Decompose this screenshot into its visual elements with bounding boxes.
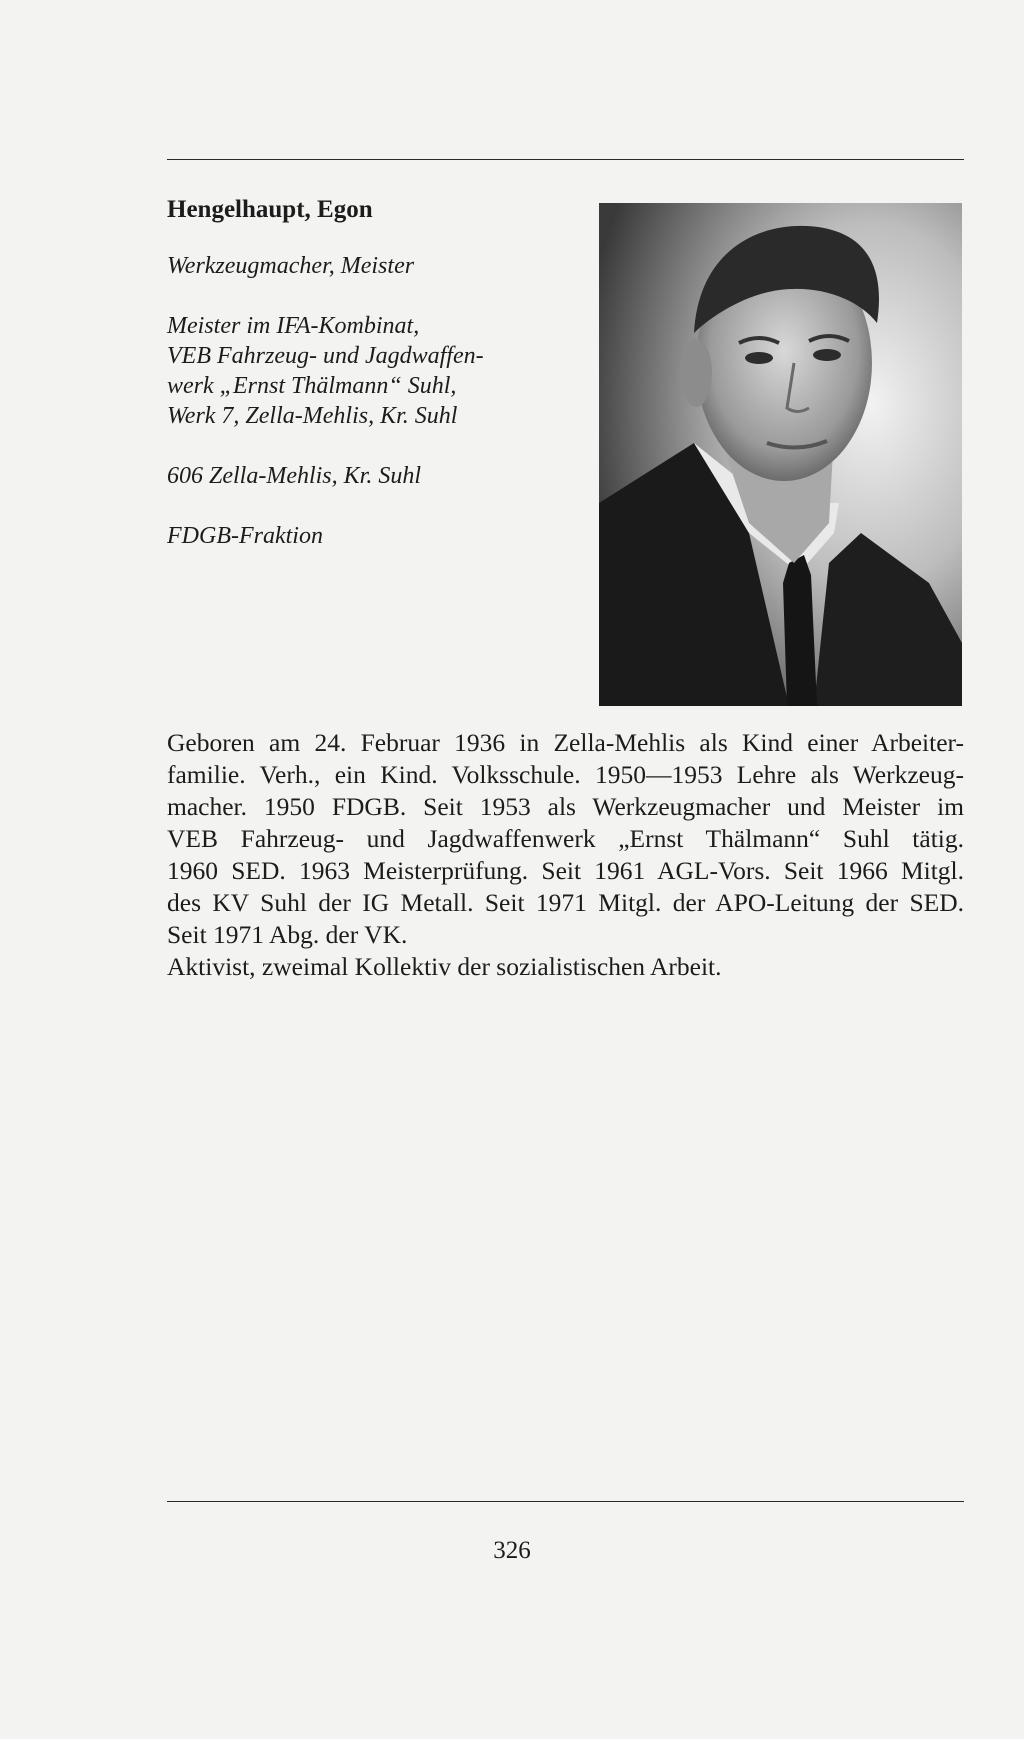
workplace-line: werk „Ernst Thälmann“ Suhl, xyxy=(167,373,457,399)
person-name: Hengelhaupt, Egon xyxy=(167,196,373,223)
biography-line: VEB Fahrzeug- und Jagdwaffenwerk „Ernst Thälmann“ Suhl tätig. xyxy=(167,824,964,853)
portrait-photo xyxy=(599,203,962,706)
portrait-photo-image xyxy=(599,203,962,706)
awards: Aktivist, zweimal Kollektiv der sozialistischen Arbeit. xyxy=(167,952,722,981)
page-number: 326 xyxy=(493,1537,531,1564)
workplace-line: VEB Fahrzeug- und Jagdwaffen- xyxy=(167,343,484,369)
biography-line: des KV Suhl der IG Metall. Seit 1971 Mitgl. der APO-Leitung der SED. xyxy=(167,888,964,917)
biography xyxy=(167,727,964,983)
occupation: Werkzeugmacher, Meister xyxy=(167,253,415,279)
workplace-line: Werk 7, Zella-Mehlis, Kr. Suhl xyxy=(167,403,458,429)
entry-header xyxy=(167,195,577,551)
top-rule xyxy=(167,159,964,160)
workplace-line: Meister im IFA-Kombinat, xyxy=(167,313,420,339)
biography-line: 1960 SED. 1963 Meisterprüfung. Seit 1961 AGL-Vors. Seit 1966 Mitgl. xyxy=(167,856,964,885)
biography-line: Geboren am 24. Februar 1936 in Zella-Mehlis als Kind einer Arbeiter- xyxy=(167,728,964,757)
address: 606 Zella-Mehlis, Kr. Suhl xyxy=(167,463,422,489)
workplace xyxy=(167,311,577,431)
biography-line: Seit 1971 Abg. der VK. xyxy=(167,920,408,949)
biography-line: familie. Verh., ein Kind. Volksschule. 1950—1953 Lehre als Werkzeug- xyxy=(167,760,964,789)
biography-paragraph xyxy=(167,727,964,951)
bottom-rule xyxy=(167,1501,964,1502)
faction: FDGB-Fraktion xyxy=(167,523,323,549)
biography-line: macher. 1950 FDGB. Seit 1953 als Werkzeugmacher und Meister im xyxy=(167,792,964,821)
